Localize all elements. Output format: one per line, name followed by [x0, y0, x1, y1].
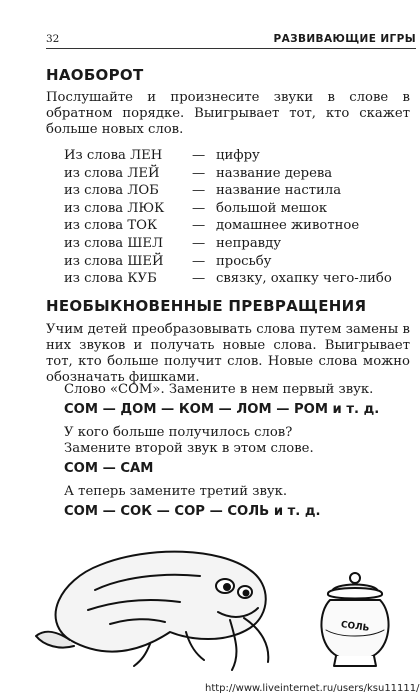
hint-text: неправду	[216, 235, 281, 251]
list-item	[64, 254, 414, 272]
hint-text: просьбу	[216, 253, 272, 269]
page-number: 32	[46, 33, 60, 45]
section-title-transformations: НЕОБЫКНОВЕННЫЕ ПРЕВРАЩЕНИЯ	[46, 297, 367, 315]
hint-text: связку, охапку чего-либо	[216, 271, 392, 287]
list-item	[64, 183, 414, 201]
hint-text: большой мешок	[216, 200, 328, 216]
dash: —	[192, 165, 206, 181]
header-rule	[46, 48, 416, 49]
hint-text: название настила	[216, 183, 342, 199]
dash: —	[192, 183, 206, 199]
step2-text: Замените второй звук в этом слове.	[64, 441, 314, 456]
source-url-watermark[interactable]: http://www.liveinternet.ru/users/ksu11111/	[205, 683, 420, 694]
word-chain-3: СОМ — СОК — СОР — СОЛЬ и т. д.	[64, 504, 321, 519]
source-word: Из слова ЛЕН	[64, 148, 163, 163]
source-word: из слова ШЕЙ	[64, 253, 164, 269]
dash: —	[192, 271, 206, 287]
step3-text: А теперь замените третий звук.	[64, 484, 288, 499]
list-item	[64, 271, 414, 289]
hint-text: название дерева	[216, 165, 333, 181]
running-title: РАЗВИВАЮЩИЕ ИГРЫ	[273, 33, 416, 45]
source-word: из слова ЛЮК	[64, 200, 165, 216]
dash: —	[192, 148, 206, 163]
word-chain-2: СОМ — САМ	[64, 461, 154, 476]
source-word: из слова КУБ	[64, 271, 157, 287]
list-item	[64, 148, 414, 166]
dash: —	[192, 253, 206, 269]
dash: —	[192, 235, 206, 251]
word-chain-1: СОМ — ДОМ — КОМ — ЛОМ — РОМ и т. д.	[64, 402, 380, 417]
list-item	[64, 218, 414, 236]
section1-intro: Послушайте и произнесите звуки в слове в обратном порядке. Выигрывает тот, кто скажет больше новых слов.	[46, 90, 410, 137]
hint-text: домашнее животное	[216, 218, 360, 234]
dash: —	[192, 218, 206, 234]
section-title-naoborot: НАОБОРОТ	[46, 66, 144, 84]
source-word: из слова ЛЕЙ	[64, 165, 160, 181]
page-header	[46, 33, 416, 47]
list-item	[64, 236, 414, 254]
hint-text: цифру	[216, 148, 260, 163]
catfish-salt-illustration	[0, 520, 420, 680]
list-item	[64, 201, 414, 219]
step1-text: Слово «СОМ». Замените в нем первый звук.	[64, 382, 374, 397]
source-word: из слова ШЕЛ	[64, 235, 164, 251]
question-text: У кого больше получилось слов?	[64, 425, 293, 440]
dash: —	[192, 200, 206, 216]
catfish-drawing	[36, 552, 268, 670]
salt-jar-label: СОЛЬ	[340, 620, 370, 634]
source-word: из слова ТОК	[64, 218, 158, 234]
word-reverse-list	[64, 148, 414, 289]
list-item	[64, 166, 414, 184]
source-word: из слова ЛОБ	[64, 183, 159, 199]
section2-intro: Учим детей преобразовывать слова путем замены в них звуков и получать новые слова. Выигрывает тот, кто больше получит слов. Новые слова можно обозначать фишками.	[46, 322, 410, 385]
salt-jar-drawing	[321, 573, 388, 666]
